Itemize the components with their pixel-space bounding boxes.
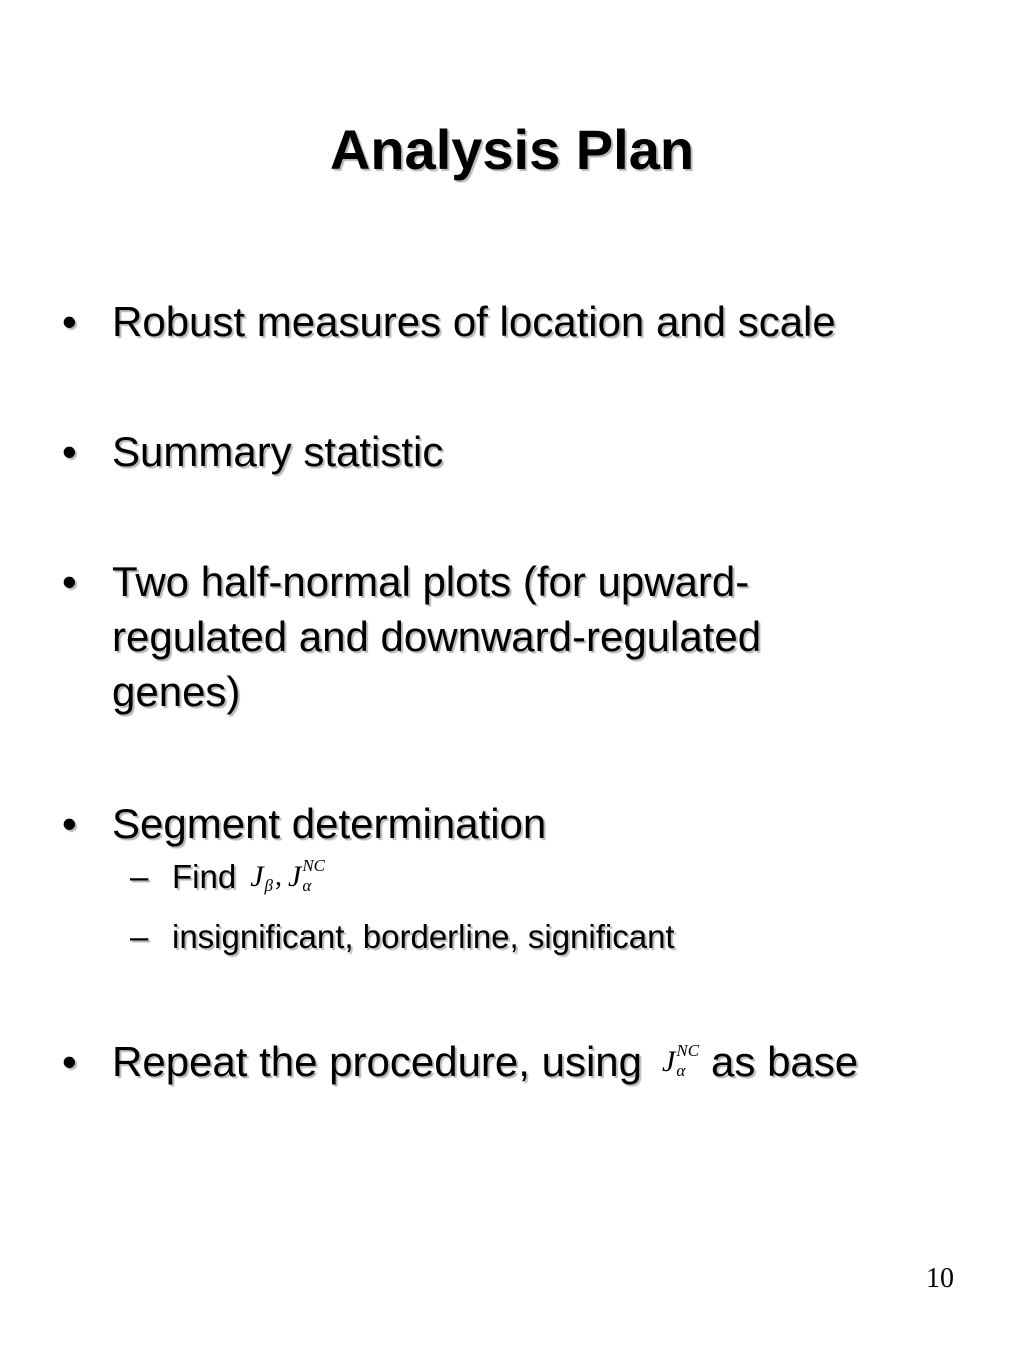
bullet-summary-statistic — [62, 424, 962, 479]
math-subscript-beta: β — [264, 876, 273, 895]
bullet-marker: • — [62, 1038, 77, 1085]
sub-bullet-text: insignificant, borderline, significant — [172, 918, 675, 955]
math-symbol: J — [662, 1045, 676, 1078]
math-symbol: J — [288, 860, 302, 893]
bullet-robust-measures — [62, 294, 962, 349]
bullet-marker: • — [62, 428, 77, 475]
bullet-half-normal-plots — [62, 554, 832, 719]
math-j-beta-j-alpha-nc — [250, 855, 325, 899]
sub-bullet-marker: – — [130, 918, 149, 955]
math-superscript-nc: NC — [302, 856, 326, 875]
sub-bullet-marker: – — [130, 858, 149, 895]
math-subscript-alpha: α — [676, 1060, 686, 1080]
page-number: 10 — [926, 1263, 954, 1294]
bullet-marker: • — [62, 558, 77, 605]
bullet-repeat-procedure — [62, 1034, 962, 1089]
sub-bullet-significance — [130, 915, 930, 959]
bullet-text-after: as base — [711, 1038, 859, 1085]
bullet-text-before: Repeat the procedure, using — [112, 1038, 643, 1085]
math-superscript-nc: NC — [676, 1040, 700, 1060]
sub-bullet-text: Find — [172, 858, 237, 895]
bullet-text: Two half-normal plots (for upward-regulated and downward-regulated genes) — [112, 558, 762, 715]
math-subscript-alpha: α — [302, 876, 312, 895]
sub-bullet-find — [130, 855, 930, 899]
math-symbol: J — [250, 860, 264, 893]
bullet-marker: • — [62, 800, 77, 847]
bullet-text: Segment determination — [112, 800, 547, 847]
math-j-alpha-nc — [662, 1034, 699, 1089]
bullet-segment-determination — [62, 796, 962, 851]
bullet-marker: • — [62, 298, 77, 345]
bullet-text: Summary statistic — [112, 428, 444, 475]
slide-title: Analysis Plan — [329, 118, 695, 181]
bullet-text: Robust measures of location and scale — [112, 298, 836, 345]
math-comma: , — [275, 861, 282, 892]
